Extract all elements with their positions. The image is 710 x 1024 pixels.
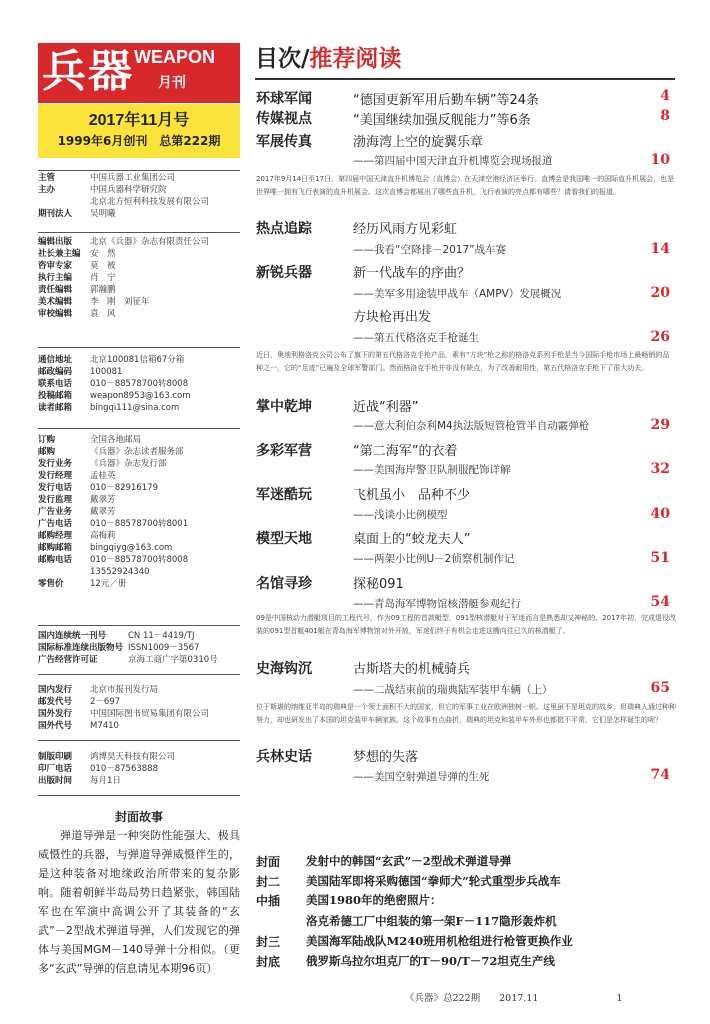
info-row: 制版印刷 鸿博昊天科技有限公司 [38,752,176,762]
toc-article-title[interactable]: 新一代战车的序曲？ [353,266,471,281]
info-row: 国际标准连续出版物号 ISSN1009－3567 [38,643,200,653]
info-row: 发行业务 《兵器》杂志发行部 [38,459,167,469]
info-row: 邮政编码 100081 [38,367,123,377]
toc-page-number: 4 [660,88,670,104]
info-row: 审校编辑 袁 风 [38,309,116,319]
toc-article-subtitle: ——青岛海军博物馆核潜艇参观纪行 [353,598,521,610]
toc-article-subtitle: ——我看“空降排－2017”战车赛 [353,244,507,256]
toc-article-subtitle: ——美军多用途装甲战车（AMPV）发展概况 [353,288,562,300]
toc-section-label: 传媒视点 [256,111,312,127]
toc-page-number: 20 [650,285,670,301]
toc-divider [255,78,675,80]
toc-page-number: 26 [650,329,670,345]
toc-page-number: 29 [650,417,670,433]
info-row: 邮购经理 高梅莉 [38,531,116,541]
info-row: 广告经营许可证 京海工商广字第0310号 [38,655,218,665]
info-row: 投稿邮箱 weapon8953@163.com [38,391,191,401]
info-row: 国内发行 北京市报刊发行局 [38,685,159,695]
toc-section-label: 军迷酷玩 [256,487,312,503]
toc-page-number: 54 [650,594,670,610]
cover-caption-label: 封面 [256,855,281,869]
toc-article-title[interactable]: 近战“利器” [353,400,419,415]
toc-page-number: 51 [650,550,670,566]
toc-snippet: 近日，奥地利格洛克公司公布了旗下的第五代格洛克手枪产品，素有“方块”枪之称的格洛克系列手枪是当今国际手枪市场上最畅销的品种之一，它的“足迹”已遍及全球军警部门。然而格洛克手枪并非没有缺点，为了改善耐用性，第五代格洛克手枪下了很大功夫。 [256,351,670,372]
toc-snippet: 2017年9月14日至17日，第四届中国天津直升机博览会（直博会）在天津空港经济区举行。直博会是我国唯一的国际直升机展会，也是世界唯一拥有飞行表演的直升机展会。这次直博会都展出了哪些直升机，飞行表演的亮点都有哪些？请看我们的报道。 [256,175,675,196]
toc-article-subtitle: ——两架小比例U－2侦察机制作记 [353,553,515,565]
toc-title: 目次/推荐阅读 [255,45,402,72]
info-block-distribution [38,434,248,590]
info-row: 发行监理 戴翠芳 [38,495,116,505]
cover-caption-text: 洛克希德工厂中组装的第一架F－117隐形轰炸机 [306,914,557,928]
divider [38,347,240,348]
info-block-contact [38,354,248,414]
info-row: 发行电话 010－82916179 [38,483,158,493]
toc-article-subtitle: ——意大利伯奈利M4执法版短管枪管半自动霰弹枪 [353,420,590,432]
toc-article-subtitle: ——第五代格洛克手枪诞生 [353,332,479,344]
info-row: 国外代号 M7410 [38,721,119,731]
info-row: 编辑出版 北京《兵器》杂志有限责任公司 [38,237,210,247]
info-row: 国外发行 中国国际图书贸易集团有限公司 [38,709,210,719]
cover-story-title: 封面故事 [114,810,163,824]
info-row: 联系电话 010－88578700转8008 [38,379,189,389]
founded-line: 1999年6月创刊 总第222期 [57,134,221,148]
info-row: 主办 中国兵器科学研究院 [38,185,167,195]
info-block-editorial [38,236,248,320]
toc-section-label: 兵林史话 [256,749,312,765]
info-row: 邮发代号 2－697 [38,697,121,707]
toc-article-subtitle: ——美国空射弹道导弹的生死 [353,771,490,783]
toc-article-title[interactable]: 飞机虽小 品种不少 [353,488,471,503]
info-row: 北京北方恒利科技发展有限公司 [90,197,210,207]
toc-article-title[interactable]: 经历风雨方见彩虹 [353,222,458,237]
divider [38,428,240,429]
info-row: 零售价 12元／册 [38,579,127,589]
info-row: 订购 全国各地邮局 [38,435,142,445]
info-block-circulation [38,684,248,732]
info-row: 广告业务 戴翠芳 [38,507,116,517]
toc-article-title[interactable]: “德国更新军用后勤车辆”等24条 [353,93,540,108]
toc-section-label: 模型天地 [256,531,312,547]
cover-caption-text: 发射中的韩国“玄武”－2型战术弹道导弹 [306,854,512,868]
toc-article-title[interactable]: 古斯塔夫的机械骑兵 [353,662,471,677]
toc-page-number: 14 [650,241,670,257]
toc-section-label: 掌中乾坤 [256,399,312,415]
toc-article-subtitle: ——第四届中国天津直升机博览会现场报道 [353,155,553,167]
info-row: 13552924340 [90,567,150,577]
divider [38,795,240,796]
toc-article-subtitle: ——浅谈小比例模型 [353,509,448,521]
toc-page-number: 10 [650,152,670,168]
toc-section-label: 军展传真 [256,134,312,150]
info-row: 邮购电话 010－88578700转8008 [38,555,189,565]
toc-snippet: 09是中国核动力潜艇项目的工程代号，作为09工程的首款艇型，091型核潜艇对于军迷而言是熟悉却又神秘的。2017年初，完成退役改装的091型首艇401艇在青岛海军博物馆对外开放，军迷们终于有机会走进这艘向往已久的核潜艇了。 [256,614,676,635]
toc-page-number: 8 [660,108,670,124]
info-row: 邮购 《兵器》杂志读者服务部 [38,447,184,457]
toc-article-subtitle: ——二战结束前的瑞典陆军装甲车辆（上） [353,684,553,696]
info-row: 读者邮箱 bingqi111@sina.com [38,403,180,413]
footer-issue: 《兵器》总222期 2017.11 [405,993,539,1004]
toc-page-number: 65 [650,680,670,696]
info-row: 期刊法人 吴明曦 [38,209,116,219]
info-row: 主管 中国兵器工业集团公司 [38,173,176,183]
divider [38,232,240,233]
info-row: 国内连续统一刊号 CN 11－4419/TJ [38,631,195,641]
toc-article-title[interactable]: 桌面上的“蛟龙夫人” [353,532,471,547]
divider [38,674,240,675]
info-row: 通信地址 北京100081信箱67分箱 [38,355,185,365]
cover-caption-text: 俄罗斯乌拉尔坦克厂的T－90/T－72坦克生产线 [306,954,555,968]
toc-section-label: 史海钩沉 [256,661,312,677]
issue-number: 2017年11月号 [88,112,190,129]
divider [38,740,240,741]
footer-page-number: 1 [616,993,623,1004]
cover-caption-text: 美国海军陆战队M240班用机枪组进行枪管更换作业 [306,934,573,948]
toc-article-subtitle: ——美国海岸警卫队制服配饰详解 [353,464,511,476]
cover-story-text: 弹道导弹是一种突防性能强大、极具威慑性的兵器，与弹道导弹威慑伴生的，是这种装备对地缘政治所带来的复杂影响。随着朝鲜半岛局势日趋紧张，韩国陆军也在军演中高调公开了其装备的“玄武”－2型战术弹道导弹，人们发现它的弹体与美国MGM－140导弹十分相似。（更多“玄武”导弹的信息请见本期96页） [38,829,240,975]
magazine-monthly-label: 月刊 [158,75,186,91]
info-block-printing [38,751,248,787]
magazine-logo: 兵器 [42,46,134,97]
toc-page-number: 32 [650,461,670,477]
page-footer [405,990,622,1004]
info-row: 社长兼主编 安 然 [38,249,116,259]
toc-page-number: 74 [650,767,670,783]
info-row: 广告电话 010－88578700转8001 [38,519,189,529]
magazine-english-title: WEAPON [134,47,215,67]
info-row: 邮购邮箱 bingqiyg@163.com [38,543,173,553]
cover-caption-text: 美国1980年的绝密照片： [306,893,442,907]
toc-section-label: 环球军闻 [256,91,312,107]
info-row: 责任编辑 郭瀚鹏 [38,285,116,295]
toc-article-title[interactable]: 探秘091 [353,577,404,592]
info-block-registration [38,630,248,666]
toc-snippet: 位于斯堪的纳维亚半岛的瑞典是一个领土面积不大的国家，但它的军事工业在欧洲独树一帜。这里虽不是坦克的故乡，但瑞典人通过种种努力，却也研发出了本国的坦克装甲车辆家族。这个故事有点曲折，瑞典的坦克和装甲车外形也都挺不平常，它们是怎样诞生的呢？ [256,703,676,724]
info-row: 执行主编 肖 宁 [38,273,116,283]
info-row: 出版时间 每月1日 [38,776,121,786]
info-row: 美术编辑 李 刚 刘征年 [38,297,150,307]
divider [38,625,240,626]
toc-article-title[interactable]: 方块枪再出发 [353,310,432,325]
toc-section-label: 新锐兵器 [256,265,312,281]
toc-page-number: 40 [650,506,670,522]
toc-article-title[interactable]: “美国继续加强反舰能力”等6条 [353,113,531,128]
cover-caption-label: 中插 [256,894,281,908]
toc-section-label: 热点追踪 [256,221,312,237]
toc-article-title[interactable]: 渤海湾上空的旋翼乐章 [353,135,484,150]
divider [38,170,240,171]
cover-caption-label: 封底 [256,955,281,969]
info-row: 咨审专家 莫 被 [38,261,116,271]
toc-section-label: 多彩军营 [256,443,312,459]
toc-section-label: 名馆寻珍 [256,576,312,592]
cover-caption-text: 美国陆军即将采购德国“拳师犬”轮式重型步兵战车 [306,874,561,888]
toc-article-title[interactable]: “第二海军”的衣着 [353,444,458,459]
info-row: 发行经理 孟桂英 [38,471,116,481]
info-row: 印厂电话 010－87563888 [38,764,158,774]
toc-article-title[interactable]: 梦想的失落 [353,750,419,765]
info-block-sponsor [38,172,248,220]
cover-caption-label: 封三 [256,935,281,949]
cover-caption-label: 封二 [256,875,281,889]
